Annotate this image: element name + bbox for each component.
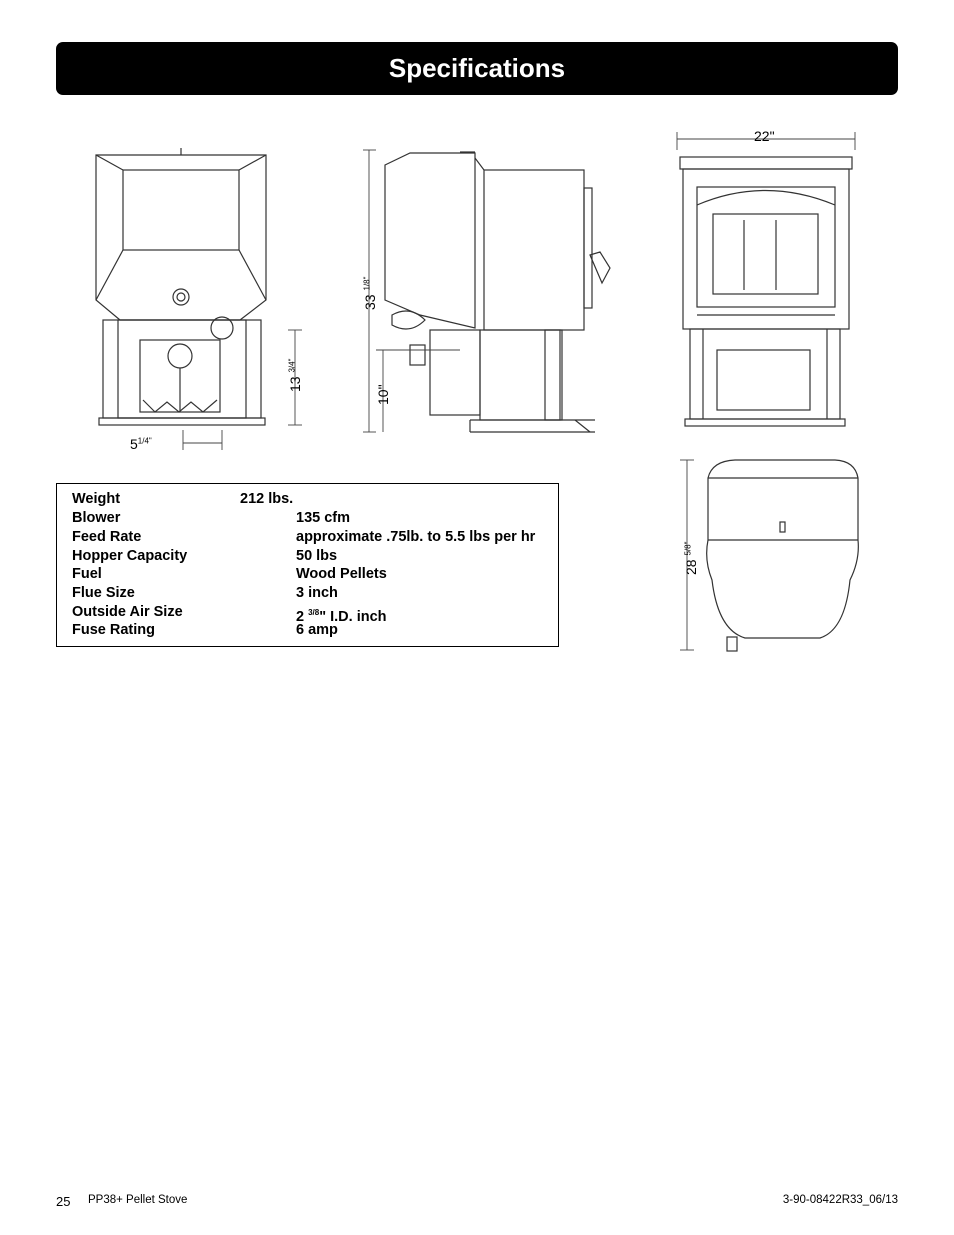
spec-value-unit: " I.D. inch xyxy=(319,608,387,625)
spec-label: Outside Air Size xyxy=(72,604,183,620)
spec-label: Flue Size xyxy=(72,585,135,601)
spec-label: Blower xyxy=(72,510,121,526)
spec-value: 212 lbs. xyxy=(240,491,294,507)
spec-value: approximate .75lb. to 5.5 lbs per hr xyxy=(296,529,536,545)
spec-value: 6 amp xyxy=(296,622,338,638)
page-number: 25 xyxy=(56,1194,71,1209)
dim-side-total-height xyxy=(362,277,378,310)
top-view-drawing xyxy=(707,460,859,651)
dim-side-lower-height-value: 10" xyxy=(375,384,391,405)
specifications-table xyxy=(56,483,559,647)
spec-value: 50 lbs xyxy=(296,548,338,564)
spec-label: Fuel xyxy=(72,566,102,582)
spec-value-whole: 2 xyxy=(296,608,309,625)
spec-label: Hopper Capacity xyxy=(72,548,188,564)
dim-front-width-value: 22" xyxy=(754,128,775,144)
front-view-drawing xyxy=(680,157,852,426)
document-code: 3-90-08422R33_06/13 xyxy=(782,1194,898,1206)
spec-label: Feed Rate xyxy=(72,529,142,545)
dim-rear-flue-offset-value: 5 xyxy=(130,436,138,452)
side-view-drawing xyxy=(385,152,610,432)
dim-front-width xyxy=(754,128,775,144)
page-title: Specifications xyxy=(388,53,566,83)
spec-label: Weight xyxy=(72,491,121,507)
rear-view-drawing xyxy=(96,148,266,425)
dim-rear-flue-offset-fraction: 1/4" xyxy=(137,436,152,446)
spec-label: Fuse Rating xyxy=(72,622,155,638)
spec-value: 135 cfm xyxy=(296,510,351,526)
dim-rear-flue-offset xyxy=(130,436,152,452)
dim-side-total-height-value: 33 xyxy=(362,294,378,310)
spec-value: Wood Pellets xyxy=(296,566,387,582)
dim-top-depth xyxy=(683,542,699,575)
dim-side-total-height-fraction: 1/8" xyxy=(362,276,372,291)
dim-rear-height-value: 13 xyxy=(287,376,303,392)
spec-value: 3 inch xyxy=(296,585,338,601)
product-name: PP38+ Pellet Stove xyxy=(88,1194,188,1206)
dim-top-depth-value: 28 xyxy=(683,559,699,575)
spec-value-fraction: 3/8 xyxy=(308,608,320,617)
dim-rear-height xyxy=(287,359,303,392)
dim-side-lower-height xyxy=(375,384,391,405)
dim-top-depth-fraction: 5/8" xyxy=(683,541,693,556)
dim-rear-height-fraction: 3/4" xyxy=(287,358,297,373)
